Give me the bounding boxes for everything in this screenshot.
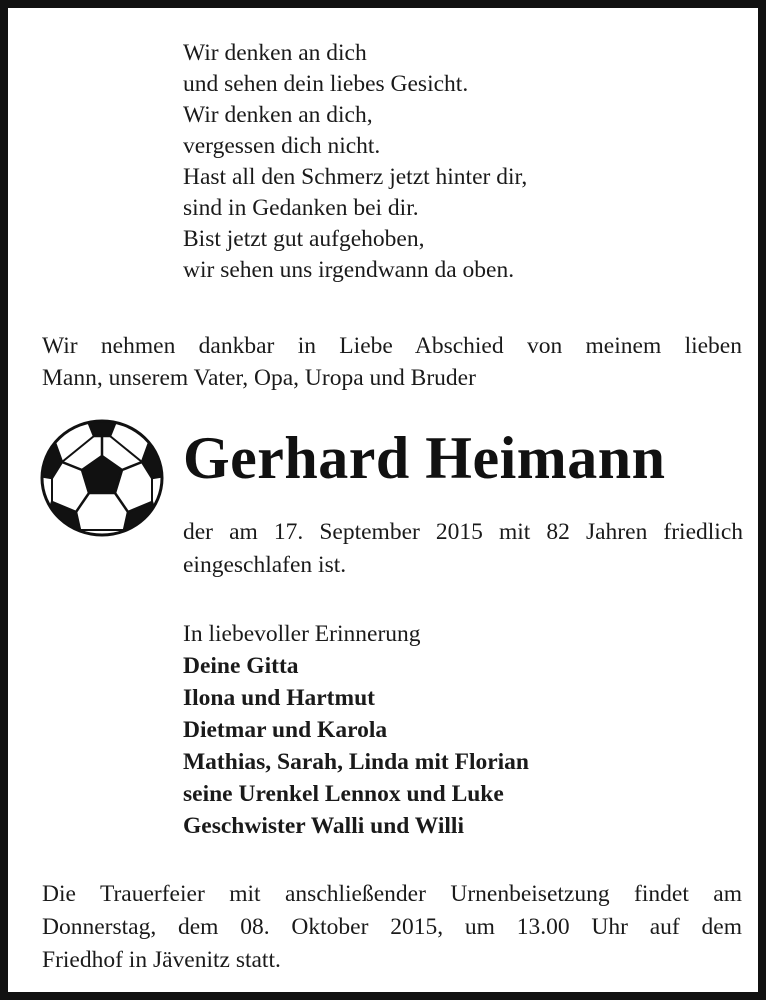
mourner-name: Ilona und Hartmut [183, 685, 375, 711]
farewell-intro [42, 330, 742, 394]
poem [183, 38, 743, 286]
funeral-line: Friedhof in Jävenitz statt. [42, 947, 281, 973]
mourner-name: Deine Gitta [183, 653, 299, 679]
mourner-name: Dietmar und Karola [183, 717, 388, 743]
deceased-name: Gerhard Heimann [183, 425, 666, 491]
death-line: eingeschlafen ist. [183, 552, 347, 578]
poem-line: Hast all den Schmerz jetzt hinter dir, [183, 164, 528, 190]
funeral-line: Die Trauerfeier mit anschließender Urnenbeisetzung findet am [42, 881, 742, 907]
soccer-ball-icon [40, 418, 164, 538]
poem-line: Wir denken an dich, [183, 102, 373, 128]
poem-line: Bist jetzt gut aufgehoben, [183, 226, 425, 252]
poem-line: Wir denken an dich [183, 40, 367, 66]
funeral-line: Donnerstag, dem 08. Oktober 2015, um 13.00 Uhr auf dem [42, 914, 742, 940]
poem-line: vergessen dich nicht. [183, 133, 381, 159]
mourner-name: Geschwister Walli und Willi [183, 813, 464, 839]
poem-line: und sehen dein liebes Gesicht. [183, 71, 469, 97]
funeral-info [42, 878, 742, 977]
intro-line: Mann, unserem Vater, Opa, Uropa und Bruder [42, 365, 476, 391]
mourners-heading: In liebevoller Erinnerung [183, 621, 421, 647]
poem-line: wir sehen uns irgendwann da oben. [183, 257, 515, 283]
death-notice [183, 516, 743, 582]
mourners-list [183, 618, 743, 842]
intro-line: Wir nehmen dankbar in Liebe Abschied von meinem lieben [42, 333, 742, 359]
poem-line: sind in Gedanken bei dir. [183, 195, 419, 221]
mourner-name: Mathias, Sarah, Linda mit Florian [183, 749, 530, 775]
death-line: der am 17. September 2015 mit 82 Jahren friedlich [183, 519, 743, 545]
mourner-name: seine Urenkel Lennox und Luke [183, 781, 504, 807]
